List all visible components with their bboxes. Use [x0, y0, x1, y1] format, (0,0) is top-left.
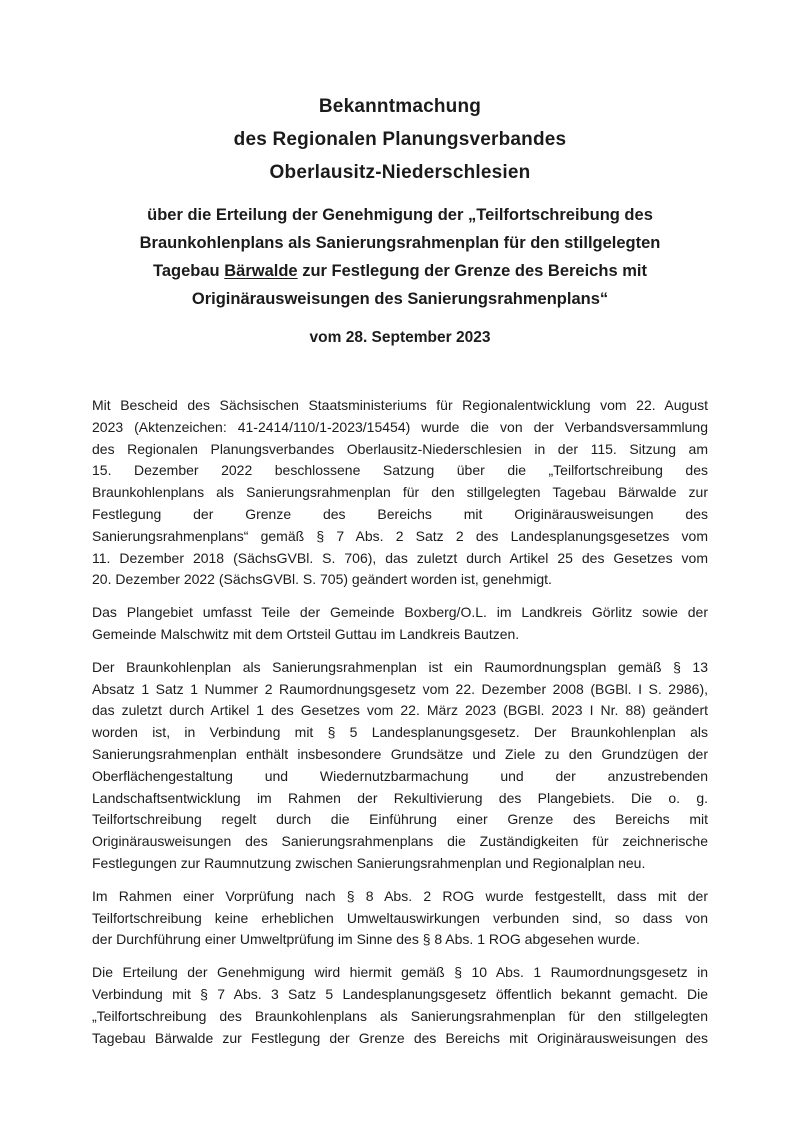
text-line: Teilfortschreibung keine erheblichen Umweltauswirkungen verbunden sind, so dass von: [92, 909, 708, 926]
text-line: Absatz 1 Satz 1 Nummer 2 Raumordnungsgesetz vom 22. Dezember 2008 (BGBl. I S. 2986),: [92, 680, 708, 697]
text-line: Teilfortschreibung regelt durch die Einführung einer Grenze des Bereichs mit: [92, 811, 708, 828]
document-subtitle: [92, 201, 708, 313]
subtitle-text: Tagebau: [153, 262, 225, 280]
title-line: Bekanntmachung: [318, 96, 482, 117]
paragraph: [92, 602, 708, 646]
text-line: Das Plangebiet umfasst Teile der Gemeinde Boxberg/O.L. im Landkreis Görlitz sowie der: [92, 604, 708, 621]
underlined-term: Bärwalde: [224, 262, 298, 280]
title-line: Oberlausitz-Niederschlesien: [269, 162, 531, 183]
text-line: 11. Dezember 2018 (SächsGVBl. S. 706), das zuletzt durch Artikel 25 des Gesetzes vom: [92, 549, 708, 566]
text-line: Gemeinde Malschwitz mit dem Ortsteil Guttau im Landkreis Bautzen.: [92, 625, 520, 642]
date-line: vom 28. September 2023: [309, 329, 491, 346]
text-line: Festlegungen zur Raumnutzung zwischen Sanierungsrahmenplan und Regionalplan neu.: [92, 854, 646, 871]
text-line: Sanierungsrahmenplan enthält insbesondere Grundsätze und Ziele zu den Grundzügen der: [92, 745, 708, 762]
subtitle-line: über die Erteilung der Genehmigung der „Teilfortschreibung des: [147, 206, 653, 224]
document-title: [92, 90, 708, 189]
subtitle-line: Originärausweisungen des Sanierungsrahmenplans“: [191, 290, 609, 308]
document-body: [92, 395, 708, 1049]
paragraph: [92, 395, 708, 591]
text-line: Tagebau Bärwalde zur Festlegung der Grenze des Bereichs mit Originärausweisungen des: [92, 1029, 708, 1046]
text-line: Verbindung mit § 7 Abs. 3 Satz 5 Landesplanungsgesetz öffentlich bekannt gemacht. Die: [92, 985, 708, 1002]
subtitle-line: Braunkohlenplans als Sanierungsrahmenplan für den stillgelegten: [139, 234, 661, 252]
text-line: Festlegung der Grenze des Bereichs mit Originärausweisungen des: [92, 505, 708, 522]
text-line: 2023 (Aktenzeichen: 41-2414/110/1-2023/15454) wurde die von der Verbandsversammlung: [92, 418, 708, 435]
subtitle-text: zur Festlegung der Grenze des Bereichs mit: [297, 262, 647, 280]
text-line: Sanierungsrahmenplans“ gemäß § 7 Abs. 2 Satz 2 des Landesplanungsgesetzes vom: [92, 527, 708, 544]
text-line: „Teilfortschreibung des Braunkohlenplans als Sanierungsrahmenplan für den stillgelegten: [92, 1007, 708, 1024]
text-line: Braunkohlenplans als Sanierungsrahmenplan für den stillgelegten Tagebau Bärwalde zur: [92, 484, 708, 501]
paragraph: [92, 886, 708, 951]
paragraph: [92, 962, 708, 1049]
text-line: Landschaftsentwicklung im Rahmen der Rekultivierung des Plangebiets. Die o. g.: [92, 789, 708, 806]
text-line: 20. Dezember 2022 (SächsGVBl. S. 705) geändert worden ist, genehmigt.: [92, 571, 552, 588]
text-line: worden ist, in Verbindung mit § 5 Landesplanungsgesetz. Der Braunkohlenplan als: [92, 724, 708, 741]
title-line: des Regionalen Planungsverbandes: [233, 129, 567, 150]
text-line: der Durchführung einer Umweltprüfung im Sinne des § 8 Abs. 1 ROG abgesehen wurde.: [92, 931, 640, 948]
text-line: das zuletzt durch Artikel 1 des Gesetzes vom 22. März 2023 (BGBl. 2023 I Nr. 88) geändert: [92, 702, 708, 719]
text-line: Der Braunkohlenplan als Sanierungsrahmenplan ist ein Raumordnungsplan gemäß § 13: [92, 658, 708, 675]
text-line: Mit Bescheid des Sächsischen Staatsministeriums für Regionalentwicklung vom 22. August: [92, 397, 708, 413]
text-line: des Regionalen Planungsverbandes Oberlausitz-Niederschlesien in der 115. Sitzung am: [92, 440, 708, 457]
text-line: Im Rahmen einer Vorprüfung nach § 8 Abs. 2 ROG wurde festgestellt, dass mit der: [92, 887, 708, 904]
text-line: Originärausweisungen des Sanierungsrahmenplans die Zuständigkeiten für zeichnerische: [92, 833, 708, 850]
text-line: Die Erteilung der Genehmigung wird hiermit gemäß § 10 Abs. 1 Raumordnungsgesetz in: [92, 964, 708, 981]
paragraph: [92, 657, 708, 875]
text-line: Oberflächengestaltung und Wiedernutzbarmachung und der anzustrebenden: [92, 767, 708, 784]
text-line: 15. Dezember 2022 beschlossene Satzung über die „Teilfortschreibung des: [92, 462, 708, 479]
subtitle-line: [92, 257, 708, 285]
